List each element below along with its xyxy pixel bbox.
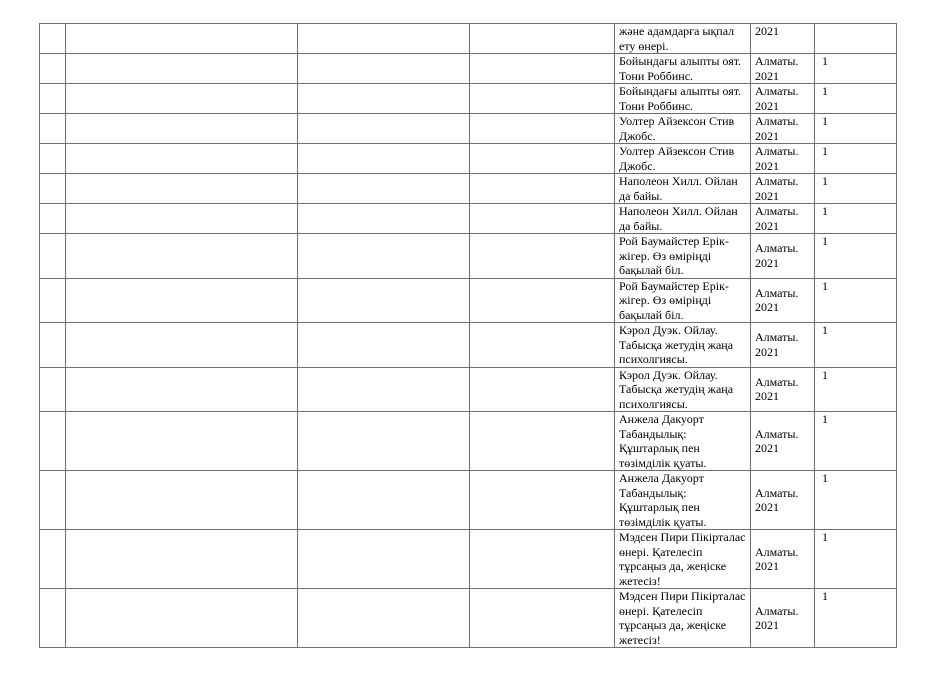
empty-cell: [40, 54, 66, 84]
empty-cell: [470, 530, 615, 589]
empty-cell: [40, 114, 66, 144]
quantity-cell: [815, 24, 897, 54]
empty-cell: [40, 144, 66, 174]
quantity-cell: 1: [815, 54, 897, 84]
table-body: [40, 24, 897, 648]
empty-cell: [40, 530, 66, 589]
book-title-cell: Рой Баумайстер Ерік-жігер. Өз өміріңді бақылай біл.: [615, 234, 751, 279]
empty-cell: [40, 278, 66, 323]
book-title-cell: Бойындағы алыпты оят. Тони Роббинс.: [615, 84, 751, 114]
city-year-cell: Алматы. 2021: [751, 204, 815, 234]
city-year-cell: Алматы. 2021: [751, 589, 815, 648]
empty-cell: [470, 144, 615, 174]
empty-cell: [66, 412, 298, 471]
empty-cell: [298, 323, 470, 368]
empty-cell: [40, 412, 66, 471]
empty-cell: [470, 174, 615, 204]
empty-cell: [40, 84, 66, 114]
table-row: [40, 530, 897, 589]
empty-cell: [66, 84, 298, 114]
empty-cell: [66, 589, 298, 648]
empty-cell: [470, 278, 615, 323]
quantity-cell: 1: [815, 589, 897, 648]
empty-cell: [298, 234, 470, 279]
city-year-cell: Алматы. 2021: [751, 278, 815, 323]
empty-cell: [470, 24, 615, 54]
table-row: [40, 144, 897, 174]
book-title-cell: Анжела Дакуорт Табандылық: Құштарлық пен төзімділік қуаты.: [615, 412, 751, 471]
empty-cell: [298, 530, 470, 589]
table-row: [40, 412, 897, 471]
empty-cell: [40, 589, 66, 648]
table-row: [40, 114, 897, 144]
table-row: [40, 234, 897, 279]
empty-cell: [470, 84, 615, 114]
empty-cell: [470, 323, 615, 368]
empty-cell: [298, 114, 470, 144]
empty-cell: [66, 471, 298, 530]
book-title-cell: Мэдсен Пири Пікірталас өнері. Қателесіп тұрсаңыз да, жеңіске жетесіз!: [615, 589, 751, 648]
empty-cell: [40, 367, 66, 412]
table-row: [40, 204, 897, 234]
city-year-cell: 2021: [751, 24, 815, 54]
quantity-cell: 1: [815, 367, 897, 412]
empty-cell: [298, 589, 470, 648]
quantity-cell: 1: [815, 278, 897, 323]
table-row: [40, 323, 897, 368]
empty-cell: [470, 234, 615, 279]
quantity-cell: 1: [815, 530, 897, 589]
empty-cell: [298, 24, 470, 54]
table-row: [40, 174, 897, 204]
city-year-cell: Алматы. 2021: [751, 367, 815, 412]
quantity-cell: 1: [815, 412, 897, 471]
empty-cell: [298, 204, 470, 234]
empty-cell: [66, 114, 298, 144]
book-title-cell: Кэрол Дуэк. Ойлау. Табысқа жетудің жаңа психолгиясы.: [615, 323, 751, 368]
city-year-cell: Алматы. 2021: [751, 114, 815, 144]
table-row: [40, 84, 897, 114]
city-year-cell: Алматы. 2021: [751, 323, 815, 368]
empty-cell: [66, 144, 298, 174]
quantity-cell: 1: [815, 471, 897, 530]
book-title-cell: Анжела Дакуорт Табандылық: Құштарлық пен төзімділік қуаты.: [615, 471, 751, 530]
empty-cell: [298, 278, 470, 323]
empty-cell: [66, 24, 298, 54]
empty-cell: [470, 412, 615, 471]
quantity-cell: 1: [815, 144, 897, 174]
table-row: [40, 367, 897, 412]
empty-cell: [298, 54, 470, 84]
quantity-cell: 1: [815, 204, 897, 234]
empty-cell: [40, 323, 66, 368]
quantity-cell: 1: [815, 174, 897, 204]
table-row: [40, 278, 897, 323]
book-title-cell: Наполеон Хилл. Ойлан да байы.: [615, 174, 751, 204]
city-year-cell: Алматы. 2021: [751, 84, 815, 114]
empty-cell: [66, 174, 298, 204]
book-title-cell: Уолтер Айзексон Стив Джобс.: [615, 114, 751, 144]
empty-cell: [66, 54, 298, 84]
city-year-cell: Алматы. 2021: [751, 144, 815, 174]
empty-cell: [40, 234, 66, 279]
book-table: [39, 23, 897, 648]
city-year-cell: Алматы. 2021: [751, 412, 815, 471]
city-year-cell: Алматы. 2021: [751, 471, 815, 530]
empty-cell: [66, 323, 298, 368]
table-row: [40, 24, 897, 54]
quantity-cell: 1: [815, 234, 897, 279]
quantity-cell: 1: [815, 114, 897, 144]
empty-cell: [470, 54, 615, 84]
empty-cell: [298, 174, 470, 204]
book-title-cell: Наполеон Хилл. Ойлан да байы.: [615, 204, 751, 234]
empty-cell: [470, 367, 615, 412]
empty-cell: [298, 367, 470, 412]
empty-cell: [470, 471, 615, 530]
book-title-cell: және адамдарға ықпал ету өнері.: [615, 24, 751, 54]
book-title-cell: Кэрол Дуэк. Ойлау. Табысқа жетудің жаңа психолгиясы.: [615, 367, 751, 412]
empty-cell: [66, 367, 298, 412]
empty-cell: [40, 204, 66, 234]
city-year-cell: Алматы. 2021: [751, 54, 815, 84]
empty-cell: [298, 471, 470, 530]
empty-cell: [40, 174, 66, 204]
book-title-cell: Бойындағы алыпты оят. Тони Роббинс.: [615, 54, 751, 84]
city-year-cell: Алматы. 2021: [751, 174, 815, 204]
table-row: [40, 589, 897, 648]
empty-cell: [298, 144, 470, 174]
book-title-cell: Мэдсен Пири Пікірталас өнері. Қателесіп тұрсаңыз да, жеңіске жетесіз!: [615, 530, 751, 589]
empty-cell: [298, 412, 470, 471]
empty-cell: [66, 530, 298, 589]
empty-cell: [470, 204, 615, 234]
table-row: [40, 54, 897, 84]
table-row: [40, 471, 897, 530]
empty-cell: [40, 471, 66, 530]
book-title-cell: Рой Баумайстер Ерік-жігер. Өз өміріңді бақылай біл.: [615, 278, 751, 323]
city-year-cell: Алматы. 2021: [751, 530, 815, 589]
empty-cell: [298, 84, 470, 114]
quantity-cell: 1: [815, 323, 897, 368]
empty-cell: [470, 114, 615, 144]
book-title-cell: Уолтер Айзексон Стив Джобс.: [615, 144, 751, 174]
city-year-cell: Алматы. 2021: [751, 234, 815, 279]
empty-cell: [40, 24, 66, 54]
empty-cell: [66, 234, 298, 279]
quantity-cell: 1: [815, 84, 897, 114]
empty-cell: [66, 278, 298, 323]
empty-cell: [66, 204, 298, 234]
empty-cell: [470, 589, 615, 648]
